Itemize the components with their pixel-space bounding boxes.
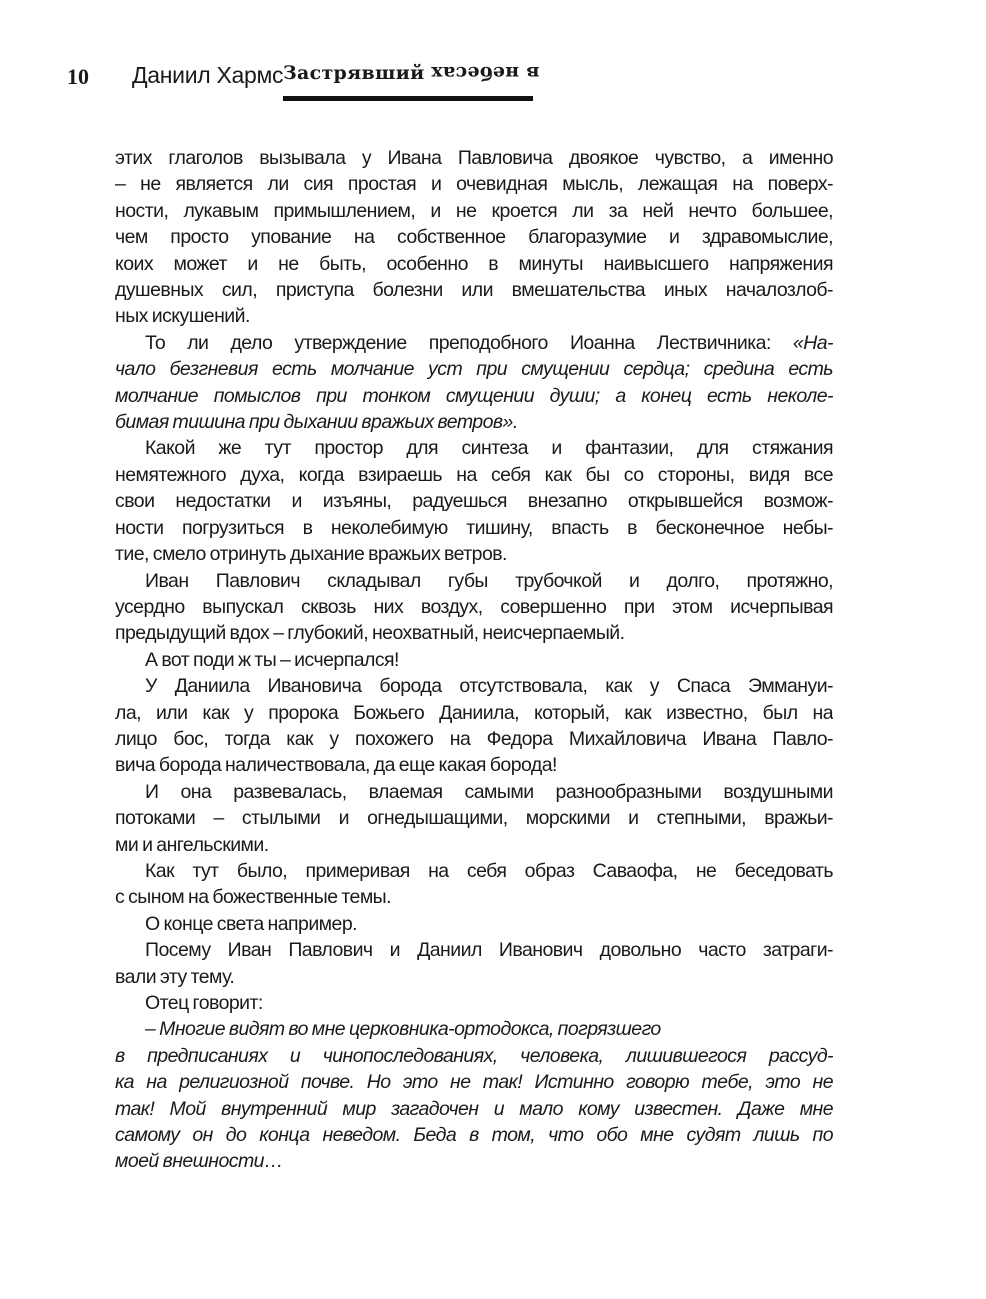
regular-text: душевных сил, приступа болезни или вмешательства иных началозлоб- (115, 279, 833, 302)
text-line (115, 594, 833, 620)
regular-text: У Даниила Ивановича борода отсутствовала, как у Спаса Эммануи- (145, 675, 833, 698)
text-line (115, 700, 833, 726)
text-line (115, 541, 833, 567)
text-line (115, 937, 833, 963)
text-line (115, 1043, 833, 1069)
italic-text: «На- (792, 331, 833, 354)
text-line (115, 964, 833, 990)
text-line (115, 145, 833, 171)
text-line (115, 805, 833, 831)
regular-text: Отец говорит: (145, 992, 263, 1014)
regular-text: усердно выпускал сквозь них воздух, совершенно при этом исчерпывая (115, 595, 833, 618)
text-line (115, 515, 833, 541)
paragraph (115, 435, 833, 567)
italic-text: моей внешности… (115, 1150, 283, 1173)
regular-text: То ли дело утверждение преподобного Иоанна Лествичника: (145, 331, 793, 354)
title-flipped: в небесах (431, 62, 540, 84)
text-line (115, 277, 833, 303)
regular-text: этих глаголов вызывала у Ивана Павловича двоякое чувство, а именно (115, 147, 833, 169)
running-header-author: Даниил Хармс (132, 62, 284, 88)
text-line (115, 858, 833, 884)
paragraph (115, 1016, 833, 1174)
title-main: Застрявший (283, 62, 425, 84)
regular-text: Как тут было, примеривая на себя образ Саваофа, не беседовать (145, 859, 833, 882)
regular-text: с сыном на божественные темы. (115, 886, 392, 909)
text-line (115, 303, 833, 329)
text-line (115, 1016, 833, 1042)
text-line (115, 884, 833, 910)
text-line (115, 1122, 833, 1148)
regular-text: вали эту тему. (115, 965, 235, 988)
text-line (115, 330, 833, 356)
text-line (115, 911, 833, 937)
regular-text: коих может и не быть, особенно в минуты наивысшего напряжения (115, 252, 833, 275)
regular-text: потоками – стылыми и огнедышащими, морскими и степными, вражьи- (115, 807, 833, 830)
text-line (115, 171, 833, 197)
regular-text: чем просто упование на собственное благоразумие и здравомыслие, (115, 226, 833, 249)
text-line (115, 726, 833, 752)
text-line (115, 435, 833, 461)
paragraph (115, 911, 833, 937)
text-line (115, 462, 833, 488)
regular-text: ми и ангельскими. (115, 833, 269, 856)
italic-text: молчание помыслов при тонком смущении души; а конец есть неколе- (115, 384, 833, 407)
text-line (115, 832, 833, 858)
text-line (115, 409, 833, 435)
text-line (115, 356, 833, 382)
regular-text: ла, или как у пророка Божьего Даниила, который, как известно, был на (115, 701, 833, 724)
text-line (115, 779, 833, 805)
regular-text: лицо бос, тогда как у похожего на Федора Михайловича Ивана Павло- (115, 727, 833, 750)
regular-text: Иван Павлович складывал губы трубочкой и долго, протяжно, (145, 569, 833, 592)
text-line (115, 752, 833, 778)
text-line (115, 488, 833, 514)
italic-text: так! Мой внутренний мир загадочен и мало кому известен. Даже мне (115, 1097, 833, 1120)
text-line (115, 647, 833, 673)
regular-text: немятежного духа, когда взираешь на себя как бы со стороны, видя все (115, 463, 833, 486)
regular-text: ности, лукавым примышлением, и не кроется ли за ней нечто большее, (115, 199, 833, 222)
italic-text: ка на религиозной почве. Но это не так! Истинно говорю тебе, это не (115, 1071, 833, 1094)
regular-text: свои недостатки и изъяны, радуешься внезапно открывшейся возмож- (115, 490, 833, 513)
regular-text: О конце света например. (145, 912, 357, 935)
text-line (115, 673, 833, 699)
running-header-title (283, 62, 540, 84)
regular-text: тие, смело отринуть дыхание вражьих ветров. (115, 543, 507, 566)
body-text (115, 145, 833, 1175)
text-line (115, 251, 833, 277)
regular-text: – не является ли сия простая и очевидная мысль, лежащая на поверх- (115, 173, 833, 196)
paragraph (115, 990, 833, 1016)
text-line (115, 1069, 833, 1095)
regular-text: вича борода наличествовала, да еще какая борода! (115, 754, 557, 777)
text-line (115, 1148, 833, 1174)
regular-text: И она развевалась, влаемая самыми разнообразными воздушными (145, 780, 833, 803)
italic-text: самому он до конца неведом. Беда в том, что обо мне судят лишь по (115, 1124, 833, 1147)
text-line (115, 568, 833, 594)
italic-text: бимая тишина при дыхании вражьих ветров». (115, 411, 518, 434)
text-line (115, 620, 833, 646)
regular-text: ности погрузиться в неколебимую тишину, впасть в бесконечное небы- (115, 516, 833, 539)
paragraph (115, 330, 833, 436)
text-line (115, 383, 833, 409)
regular-text: Какой же тут простор для синтеза и фантазии, для стяжания (145, 437, 833, 460)
paragraph (115, 647, 833, 673)
paragraph (115, 568, 833, 647)
regular-text: ных искушений. (115, 305, 250, 328)
page-number: 10 (67, 64, 89, 89)
text-line (115, 1096, 833, 1122)
italic-text: чало безгневия есть молчание уст при смущении сердца; средина есть (115, 358, 833, 381)
text-line (115, 224, 833, 250)
regular-text: Посему Иван Павлович и Даниил Иванович довольно часто затраги- (145, 939, 833, 962)
paragraph (115, 673, 833, 779)
paragraph (115, 145, 833, 330)
text-line (115, 990, 833, 1016)
regular-text: А вот поди ж ты – исчерпался! (145, 648, 399, 671)
regular-text: предыдущий вдох – глубокий, неохватный, неисчерпаемый. (115, 622, 625, 645)
text-line (115, 198, 833, 224)
paragraph (115, 779, 833, 858)
italic-text: в предписаниях и чинопоследованиях, человека, лишившегося рассуд- (115, 1044, 833, 1067)
italic-text: – Многие видят во мне церковника-ортодокса, погрязшего (145, 1018, 661, 1041)
header-rule (283, 96, 533, 101)
paragraph (115, 937, 833, 990)
paragraph (115, 858, 833, 911)
